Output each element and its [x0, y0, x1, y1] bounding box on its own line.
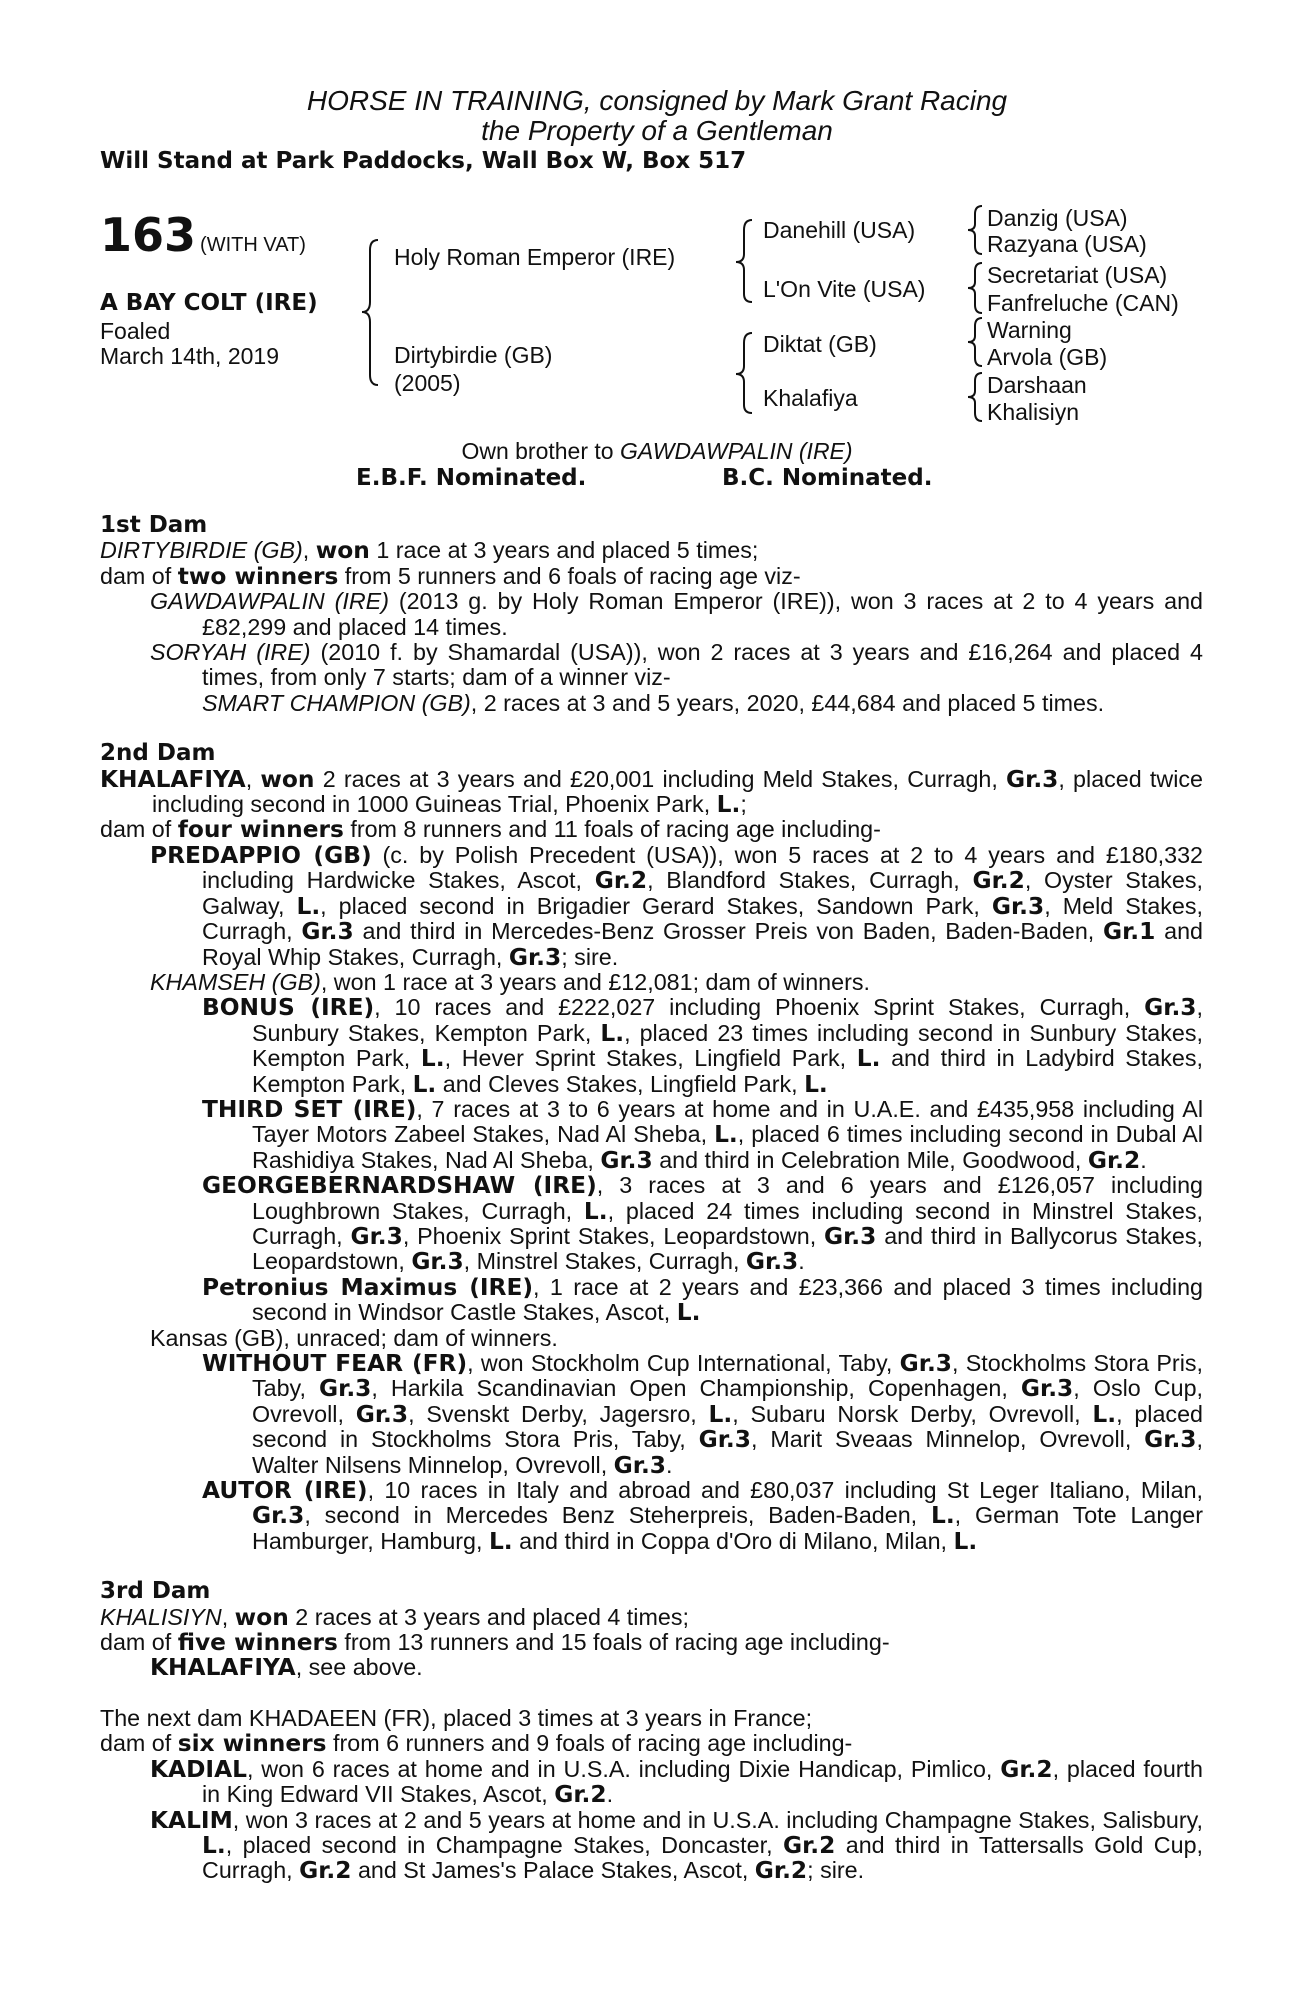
foaled-date: March 14th, 2019: [100, 343, 280, 369]
first-dam-record-text: 1 race at 3 years and placed 5 times;: [369, 537, 759, 564]
text-run: (c. by Polish Precedent (USA)), won 5 races at 2 to 4 years and £180,332 including Hardwicke Stakes, Ascot,: [202, 841, 1203, 894]
pedigree-sire-dam: L'On Vite (USA): [763, 276, 926, 302]
produce-without-fear: [100, 1351, 1203, 1478]
spacer: [100, 716, 1203, 741]
text-run: and third in Ballycorus Stakes, Leopardstown,: [252, 1222, 1203, 1275]
bold-run: Gr.2: [554, 1781, 607, 1809]
bold-run: Gr.1: [1103, 918, 1156, 946]
text-run: Kansas (GB), unraced; dam of winners.: [150, 1324, 558, 1351]
bc-nomination: B.C. Nominated.: [722, 465, 933, 491]
bold-run: L.: [488, 1527, 513, 1555]
text-run: ;: [740, 791, 747, 818]
text-run: The next dam KHADAEEN (FR), placed 3 times at 3 years in France;: [100, 1704, 813, 1731]
produce-georgebernardshaw: [100, 1173, 1203, 1275]
bold-run: THIRD SET (IRE): [202, 1095, 417, 1123]
text-run: , Oslo Cup, Ovrevoll,: [252, 1375, 1203, 1427]
text-run: and Cleves Stakes, Lingfield Park,: [436, 1070, 805, 1097]
bold-run: Gr.3: [899, 1350, 953, 1377]
text-run: dam of: [100, 816, 178, 843]
pedigree-g7: Darshaan: [987, 372, 1087, 398]
bold-run: Gr.3: [1020, 1375, 1074, 1403]
pedigree-g3: Secretariat (USA): [987, 262, 1168, 288]
text-run: , 7 races at 3 to 6 years at home and in U.A.E. and £435,958 including Al Tayer Motors Zabeel Stakes, Nad Al Sheba,: [252, 1095, 1203, 1148]
bold-run: AUTOR (IRE): [202, 1477, 368, 1505]
bold-run: KALIM: [150, 1806, 233, 1834]
produce-khamseh: [100, 970, 1203, 995]
second-dam-record: [100, 767, 1203, 818]
produce-autor: [100, 1478, 1203, 1554]
catalogue-body: [100, 513, 1203, 1884]
text-run: ; sire.: [561, 943, 619, 970]
bold-run: L.: [1092, 1400, 1117, 1428]
bold-run: Gr.3: [1006, 765, 1059, 793]
bold-run: Gr.2: [594, 867, 648, 895]
text-run: , won 3 races at 2 and 5 years at home and in U.S.A. including Champagne Stakes, Salisbury,: [232, 1806, 1203, 1833]
text-run: , 10 races in Italy and abroad and £80,037 including St Leger Italiano, Milan,: [367, 1477, 1203, 1504]
foaled-label: Foaled: [100, 318, 171, 344]
property-line: the Property of a Gentleman: [481, 115, 833, 146]
bold-run: L.: [296, 892, 321, 920]
bold-run: GEORGEBERNARDSHAW (IRE): [202, 1172, 597, 1200]
bold-run: won: [260, 765, 315, 793]
bold-run: Gr.3: [991, 892, 1045, 920]
text-run: , second in Mercedes Benz Steherpreis, Baden-Baden,: [304, 1502, 931, 1529]
pedigree-dam: Dirtybirdie (GB): [394, 342, 553, 368]
bold-run: BONUS (IRE): [202, 994, 375, 1022]
text-run: dam of: [100, 1629, 178, 1656]
text-run: , won 6 races at home and in U.S.A. including Dixie Handicap, Pimlico,: [246, 1755, 1001, 1782]
bold-run: Gr.3: [411, 1248, 464, 1276]
pedigree-g8: Khalisiyn: [987, 399, 1080, 425]
text-run: , Harkila Scandinavian Open Championship, Copenhagen,: [371, 1375, 1021, 1402]
bold-run: Gr.3: [824, 1222, 877, 1250]
vat-note: (WITH VAT): [200, 234, 306, 256]
spacer: [100, 1681, 1203, 1706]
produce-predappio: [100, 843, 1203, 970]
bold-run: L.: [856, 1045, 881, 1073]
text-run: , Marit Sveaas Minnelop, Ovrevoll,: [750, 1426, 1145, 1453]
bold-run: Gr.2: [1087, 1146, 1141, 1174]
pedigree-g2: Razyana (USA): [987, 231, 1147, 257]
bold-run: L.: [804, 1070, 828, 1098]
next-dam-produce: [100, 1731, 1203, 1756]
own-brother-note: [0, 438, 1314, 465]
text-run: .: [666, 1451, 673, 1478]
bold-run: Gr.2: [1000, 1755, 1053, 1783]
bold-run: KHALAFIYA: [150, 1654, 296, 1682]
text-run: , placed 6 times including second in Dubal Al Rashidiya Stakes, Nad Al Sheba,: [252, 1121, 1203, 1173]
third-dam-record: [100, 1605, 1203, 1630]
text-run: , placed second in Brigadier Gerard Stakes, Sandown Park,: [320, 892, 992, 919]
second-dam-heading: 2nd Dam: [100, 740, 216, 767]
bold-run: Gr.3: [1144, 1426, 1197, 1454]
bold-run: Gr.3: [1144, 994, 1197, 1022]
pedigree-sire: Holy Roman Emperor (IRE): [394, 244, 676, 270]
text-run: 2 races at 3 years and £20,001 including Meld Stakes, Curragh,: [314, 765, 1007, 792]
produce-gawdawpalin: [100, 589, 1203, 640]
produce-text: , 2 races at 3 and 5 years, 2020, £44,684 and placed 5 times.: [470, 689, 1105, 716]
produce-kadial: [100, 1757, 1203, 1808]
first-dam-record: DIRTYBIRDIE (GB), won 1 race at 3 years and placed 5 times;: [100, 537, 759, 565]
bold-run: Gr.3: [698, 1426, 751, 1454]
bold-run: L.: [716, 791, 741, 819]
produce-khalafiya: [100, 1655, 1203, 1680]
produce-petronius-maximus: [100, 1275, 1203, 1326]
text-run: , Phoenix Sprint Stakes, Leopardstown,: [402, 1222, 825, 1249]
produce-third-set: [100, 1097, 1203, 1173]
text-run: and third in Celebration Mile, Goodwood,: [652, 1146, 1088, 1173]
bold-run: L.: [420, 1045, 445, 1073]
stand-location: Will Stand at Park Paddocks, Wall Box W, Box 517: [100, 148, 747, 174]
text-run: and third in Coppa d'Oro di Milano, Milan,: [512, 1527, 954, 1554]
text-run: , won 1 race at 3 years and £12,081; dam of winners.: [320, 968, 870, 995]
second-dam-produce: [100, 817, 1203, 842]
bold-run: Gr.3: [600, 1146, 653, 1174]
text-run: , Hever Sprint Stakes, Lingfield Park,: [444, 1045, 857, 1072]
pedigree-g4: Fanfreluche (CAN): [987, 290, 1179, 316]
text-run: , placed 23 times including second in Sunbury Stakes, Kempton Park,: [252, 1019, 1203, 1072]
first-dam-name: DIRTYBIRDIE (GB): [100, 537, 303, 564]
text-run: .: [798, 1248, 805, 1275]
bold-run: WITHOUT FEAR (FR): [202, 1350, 468, 1377]
produce-kalim: [100, 1808, 1203, 1884]
text-run: , 3 races at 3 and 6 years and £126,057 including Loughbrown Stakes, Curragh,: [252, 1172, 1203, 1224]
bold-run: Gr.2: [299, 1857, 352, 1885]
text-run: , Sunbury Stakes, Kempton Park,: [252, 994, 1203, 1046]
text-run: , Subaru Norsk Derby, Ovrevoll,: [732, 1400, 1093, 1427]
text-run: .: [1140, 1146, 1147, 1173]
text-run: dam of: [100, 1730, 178, 1757]
bold-run: Gr.2: [972, 867, 1025, 895]
bold-run: KADIAL: [150, 1755, 247, 1783]
first-dam-produce: [100, 564, 1203, 589]
produce-soryah: [100, 640, 1203, 691]
text-run: .: [606, 1781, 614, 1808]
bold-run: Gr.3: [613, 1451, 667, 1479]
bold-run: Gr.3: [355, 1400, 409, 1428]
text-run: , placed fourth in King Edward VII Stakes, Ascot,: [202, 1755, 1203, 1808]
text-run: , Walter Nilsens Minnelop, Ovrevoll,: [252, 1426, 1203, 1478]
text-run: , placed second in Stockholms Stora Pris, Taby,: [252, 1400, 1203, 1453]
own-brother-prefix: Own brother to: [461, 438, 620, 464]
text-run: , Meld Stakes, Curragh,: [202, 892, 1203, 945]
produce-bonus: [100, 995, 1203, 1097]
text-run: , Blandford Stakes, Curragh,: [647, 867, 973, 894]
text-run: , Minstrel Stakes, Curragh,: [463, 1248, 746, 1275]
produce-suffix: from 5 runners and 6 foals of racing age viz-: [338, 562, 801, 589]
bold-run: L.: [583, 1197, 608, 1225]
text-run: and third in Ladybird Stakes, Kempton Park,: [252, 1045, 1203, 1097]
produce-count: two winners: [177, 562, 339, 590]
bold-run: Gr.3: [350, 1222, 403, 1250]
bold-run: PREDAPPIO (GB): [150, 841, 372, 869]
produce-prefix: dam of: [100, 562, 178, 589]
pedigree-dam-dam: Khalafiya: [763, 385, 858, 411]
produce-text: (2010 f. by Shamardal (USA)), won 2 races at 3 years and £16,264 and placed 4 times, from only 7 starts; dam of a winner viz-: [202, 639, 1203, 691]
pedigree-sire-sire: Danehill (USA): [763, 217, 916, 243]
bold-run: Petronius Maximus (IRE): [202, 1273, 534, 1301]
italic-run: KHALISIYN: [100, 1603, 222, 1630]
third-dam-heading: 3rd Dam: [100, 1578, 211, 1605]
text-run: from 13 runners and 15 foals of racing age including-: [337, 1629, 890, 1656]
text-run: , German Tote Langer Hamburger, Hamburg,: [252, 1502, 1203, 1554]
text-run: and Royal Whip Stakes, Curragh,: [202, 918, 1203, 970]
bold-run: Gr.3: [745, 1248, 799, 1276]
text-run: 2 races at 3 years and placed 4 times;: [288, 1603, 689, 1630]
text-run: and St James's Palace Stakes, Ascot,: [351, 1857, 755, 1884]
produce-name: GAWDAWPALIN (IRE): [150, 588, 389, 615]
text-run: , 10 races and £222,027 including Phoenix Sprint Stakes, Curragh,: [374, 994, 1145, 1021]
bold-run: L.: [930, 1502, 955, 1530]
pedigree-g5: Warning: [987, 317, 1072, 343]
bold-run: four winners: [177, 816, 344, 844]
spacer: [100, 1554, 1203, 1579]
bold-run: Gr.2: [754, 1857, 808, 1885]
text-run: , 1 race at 2 years and £23,366 and placed 3 times including second in Windsor Castle Stakes, Ascot,: [252, 1273, 1203, 1326]
bold-run: L.: [676, 1299, 701, 1327]
bold-run: Gr.2: [782, 1831, 836, 1859]
text-run: , Oyster Stakes, Galway,: [202, 867, 1204, 919]
ebf-nomination: E.B.F. Nominated.: [356, 465, 587, 491]
pedigree-dam-year: (2005): [394, 370, 461, 396]
pedigree-g1: Danzig (USA): [987, 205, 1128, 231]
italic-run: KHAMSEH (GB): [150, 968, 321, 995]
consignor-line: HORSE IN TRAINING, consigned by Mark Grant Racing: [306, 85, 1008, 116]
bold-run: Gr.3: [508, 943, 562, 971]
bold-run: won: [234, 1603, 289, 1631]
bold-run: L.: [600, 1019, 625, 1047]
bold-run: six winners: [177, 1730, 327, 1758]
third-dam-produce: [100, 1630, 1203, 1655]
first-dam-won: won: [315, 537, 370, 565]
bold-run: L.: [412, 1070, 437, 1098]
text-run: ; sire.: [807, 1857, 865, 1884]
produce-name: SORYAH (IRE): [150, 639, 311, 666]
text-run: , placed 24 times including second in Minstrel Stakes, Curragh,: [252, 1197, 1203, 1249]
bold-run: Gr.3: [319, 1375, 372, 1403]
bold-run: L.: [202, 1831, 226, 1859]
text-run: , see above.: [295, 1654, 423, 1681]
text-run: ,: [221, 1603, 235, 1630]
bold-run: five winners: [177, 1629, 338, 1657]
text-run: , Stockholms Stora Pris, Taby,: [252, 1350, 1203, 1402]
text-run: from 6 runners and 9 foals of racing age including-: [326, 1730, 853, 1757]
produce-smart-champion: [100, 691, 1203, 716]
next-dam-record: [100, 1706, 1203, 1731]
horse-title: A BAY COLT (IRE): [100, 290, 318, 316]
produce-text: (2013 g. by Holy Roman Emperor (IRE)), won 3 races at 2 to 4 years and £82,299 and placed 14 times.: [202, 588, 1203, 640]
text-run: and third in Mercedes-Benz Grosser Preis von Baden, Baden-Baden,: [353, 918, 1104, 945]
bold-run: L.: [708, 1400, 733, 1428]
text-run: , Svenskt Derby, Jagersro,: [408, 1400, 709, 1427]
bold-run: Gr.3: [301, 918, 354, 946]
bold-run: Gr.3: [252, 1502, 305, 1530]
own-brother-name: GAWDAWPALIN (IRE): [619, 438, 853, 464]
lot-number: 163: [100, 208, 197, 262]
produce-name: SMART CHAMPION (GB): [202, 689, 471, 716]
text-run: and third in Tattersalls Gold Cup, Curragh,: [202, 1831, 1203, 1884]
pedigree-dam-sire: Diktat (GB): [763, 331, 877, 357]
bold-run: L.: [953, 1527, 978, 1555]
produce-kansas: [100, 1326, 1203, 1351]
text-run: , won Stockholm Cup International, Taby,: [467, 1350, 900, 1376]
text-run: ,: [245, 765, 261, 792]
first-dam-heading: 1st Dam: [100, 512, 208, 538]
pedigree-g6: Arvola (GB): [987, 344, 1108, 370]
bold-run: L.: [714, 1121, 738, 1149]
text-run: , placed twice including second in 1000 Guineas Trial, Phoenix Park,: [152, 765, 1203, 818]
bold-run: KHALAFIYA: [100, 765, 246, 793]
text-run: , placed second in Champagne Stakes, Doncaster,: [225, 1831, 783, 1858]
text-run: from 8 runners and 11 foals of racing age including-: [343, 816, 881, 843]
